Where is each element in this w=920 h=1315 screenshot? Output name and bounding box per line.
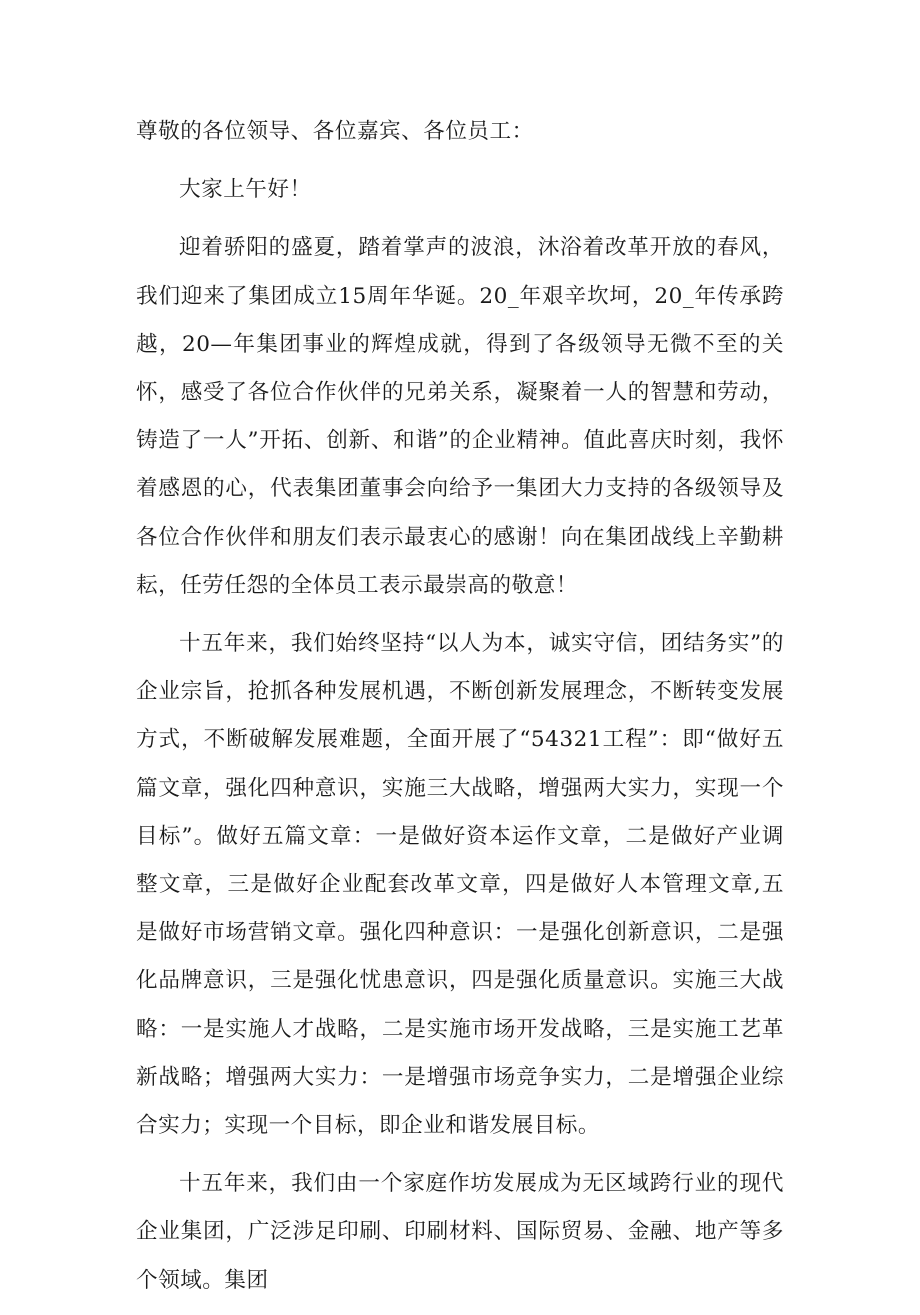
salutation: 尊敬的各位领导、各位嘉宾、各位员工： (136, 119, 534, 144)
paragraph-strategy: 十五年来，我们始终坚持“以人为本，诚实守信，团结务实”的企业宗旨，抢抓各种发展机遇，不断创新发展理念，不断转变发展方式，不断破解发展难题，全面开展了“54321工程”：即“做好五篇文章，强化四种意识，实施三大战略，增强两大实力，实现一个目标”。做好五篇文章：一是做好资本运作文章，二是做好产业调整文章，三是做好企业配套改革文章，四是做好人本管理文章,五是做好市场营销文章。强化四种意识：一是强化创新意识，二是强化品牌意识，三是强化忧患意识，四是强化质量意识。实施三大战略：一是实施人才战略，二是实施市场开发战略，三是实施工艺革新战略；增强两大实力：一是增强市场竞争实力，二是增强企业综合实力；实现一个目标，即企业和谐发展目标。 (136, 631, 784, 1139)
greeting: 大家上午好！ (179, 177, 312, 203)
document-body (136, 108, 784, 1315)
paragraph-development: 十五年来，我们由一个家庭作坊发展成为无区域跨行业的现代企业集团，广泛涉足印刷、印刷材料、国际贸易、金融、地产等多个领域。集团 (136, 1171, 784, 1293)
paragraph-celebration: 迎着骄阳的盛夏，踏着掌声的波浪，沐浴着改革开放的春风，我们迎来了集团成立15周年华诞。20_年艰辛坎坷，20_年传承跨越，20—年集团事业的辉煌成就，得到了各级领导无微不至的关怀，感受了各位合作伙伴的兄弟关系，凝聚着一人的智慧和劳动，铸造了一人”开拓、创新、和谐”的企业精神。值此喜庆时刻，我怀着感恩的心，代表集团董事会向给予一集团大力支持的各级领导及各位合作伙伴和朋友们表示最衷心的感谢！向在集团战线上辛勤耕耘，任劳任怨的全体员工表示最崇高的敬意！ (136, 235, 784, 598)
